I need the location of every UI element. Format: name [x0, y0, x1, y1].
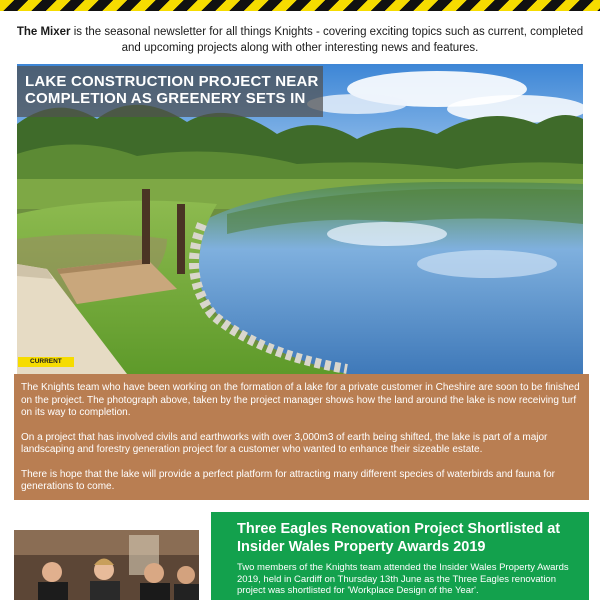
- story-paragraph: The Knights team who have been working on the formation of a lake for a private customer in Cheshire are soon to be finished on the project. The photograph above, taken by the project manager shows how the land around the lake is now receiving turf on its way to completion.: [21, 382, 580, 418]
- feature-headline-line-1: LAKE CONSTRUCTION PROJECT NEAR: [25, 73, 319, 90]
- intro-description: is the seasonal newsletter for all things Knights - covering exciting topics such as current, completed and upcoming projects along with other interesting news and features.: [70, 26, 584, 54]
- feature-story-box: [14, 374, 589, 500]
- story-paragraph: There is hope that the lake will provide a perfect platform for attracting many different species of waterbirds and fauna for generations to come.: [21, 468, 555, 492]
- story-paragraph: On a project that has involved civils and earthworks with over 3,000m3 of earth being shifted, the lake is part of a major landscaping and forestry generation project for a customer who wanted to enhance their sizeable estate.: [21, 431, 548, 455]
- hazard-stripe-banner: [0, 0, 600, 11]
- newsletter-name: The Mixer: [16, 26, 71, 38]
- awards-story-box: [211, 512, 589, 600]
- status-badge: CURRENT: [18, 357, 74, 367]
- awards-story-title: Three Eagles Renovation Project Shortlisted at Insider Wales Property Awards 2019: [237, 521, 561, 555]
- intro-text: [10, 24, 590, 56]
- awards-team-photo: [14, 530, 199, 600]
- feature-headline: [17, 66, 323, 117]
- feature-headline-line-2: COMPLETION AS GREENERY SETS IN: [25, 90, 306, 107]
- awards-story-text: Two members of the Knights team attended the Insider Wales Property Awards 2019, held in Cardiff on Thursday 13th June as the Three Eagles renovation project was shortlisted for 'Workplace Design of the Year'.: [237, 562, 569, 596]
